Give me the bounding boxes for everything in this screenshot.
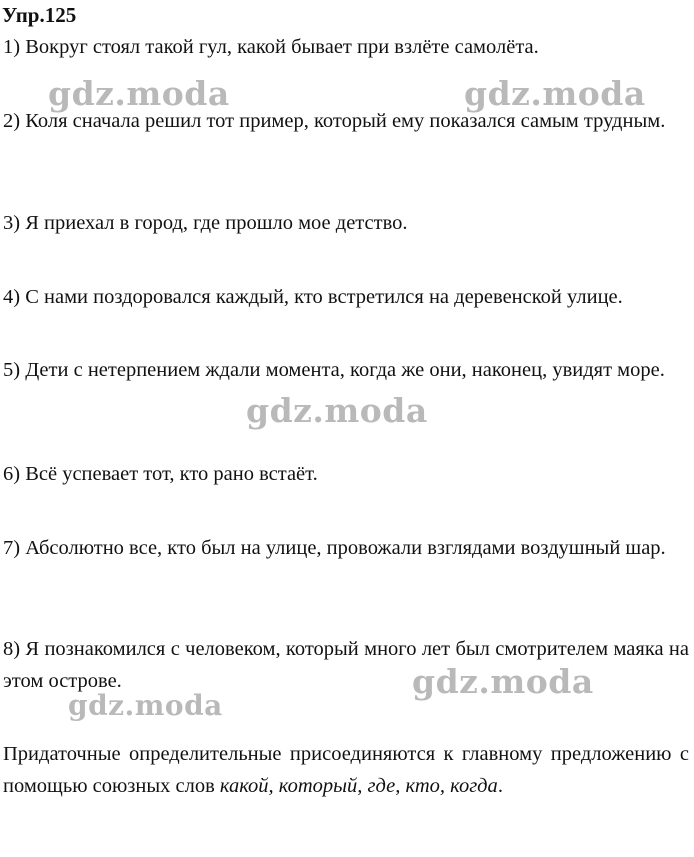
sentence-7: 7) Абсолютно все, кто был на улице, провожали взглядами воздушный шар. [3, 537, 666, 559]
exercise-title: Упр.125 [2, 3, 77, 27]
sentence-3: 3) Я приехал в город, где прошло мое детство. [3, 212, 408, 234]
conclusion-paragraph [3, 738, 689, 802]
sentence-6: 6) Всё успевает тот, кто рано встаёт. [3, 463, 318, 485]
watermark: gdz.moda [48, 74, 230, 113]
watermark: gdz.moda [412, 662, 594, 701]
sentence-1: 1) Вокруг стоял такой гул, какой бывает при взлёте самолёта. [3, 36, 539, 58]
conclusion-italic-words: какой, который, где, кто, когда [219, 775, 498, 797]
conclusion-end: . [497, 775, 503, 797]
sentence-8: 8) Я познакомился с человеком, который много лет был смотрителем маяка на этом острове. [3, 638, 689, 692]
watermark: gdz.moda [246, 391, 428, 430]
conclusion-text: Придаточные определительные присоединяются к главному предложению с помощью союзных слов [3, 743, 689, 797]
sentence-5: 5) Дети с нетерпением ждали момента, когда же они, наконец, увидят море. [3, 359, 665, 381]
watermark: gdz.moda [464, 74, 646, 113]
watermark: gdz.moda [68, 689, 223, 722]
sentence-2: 2) Коля сначала решил тот пример, который ему показался самым трудным. [3, 110, 666, 132]
sentence-4: 4) С нами поздоровался каждый, кто встретился на деревенской улице. [3, 286, 623, 308]
